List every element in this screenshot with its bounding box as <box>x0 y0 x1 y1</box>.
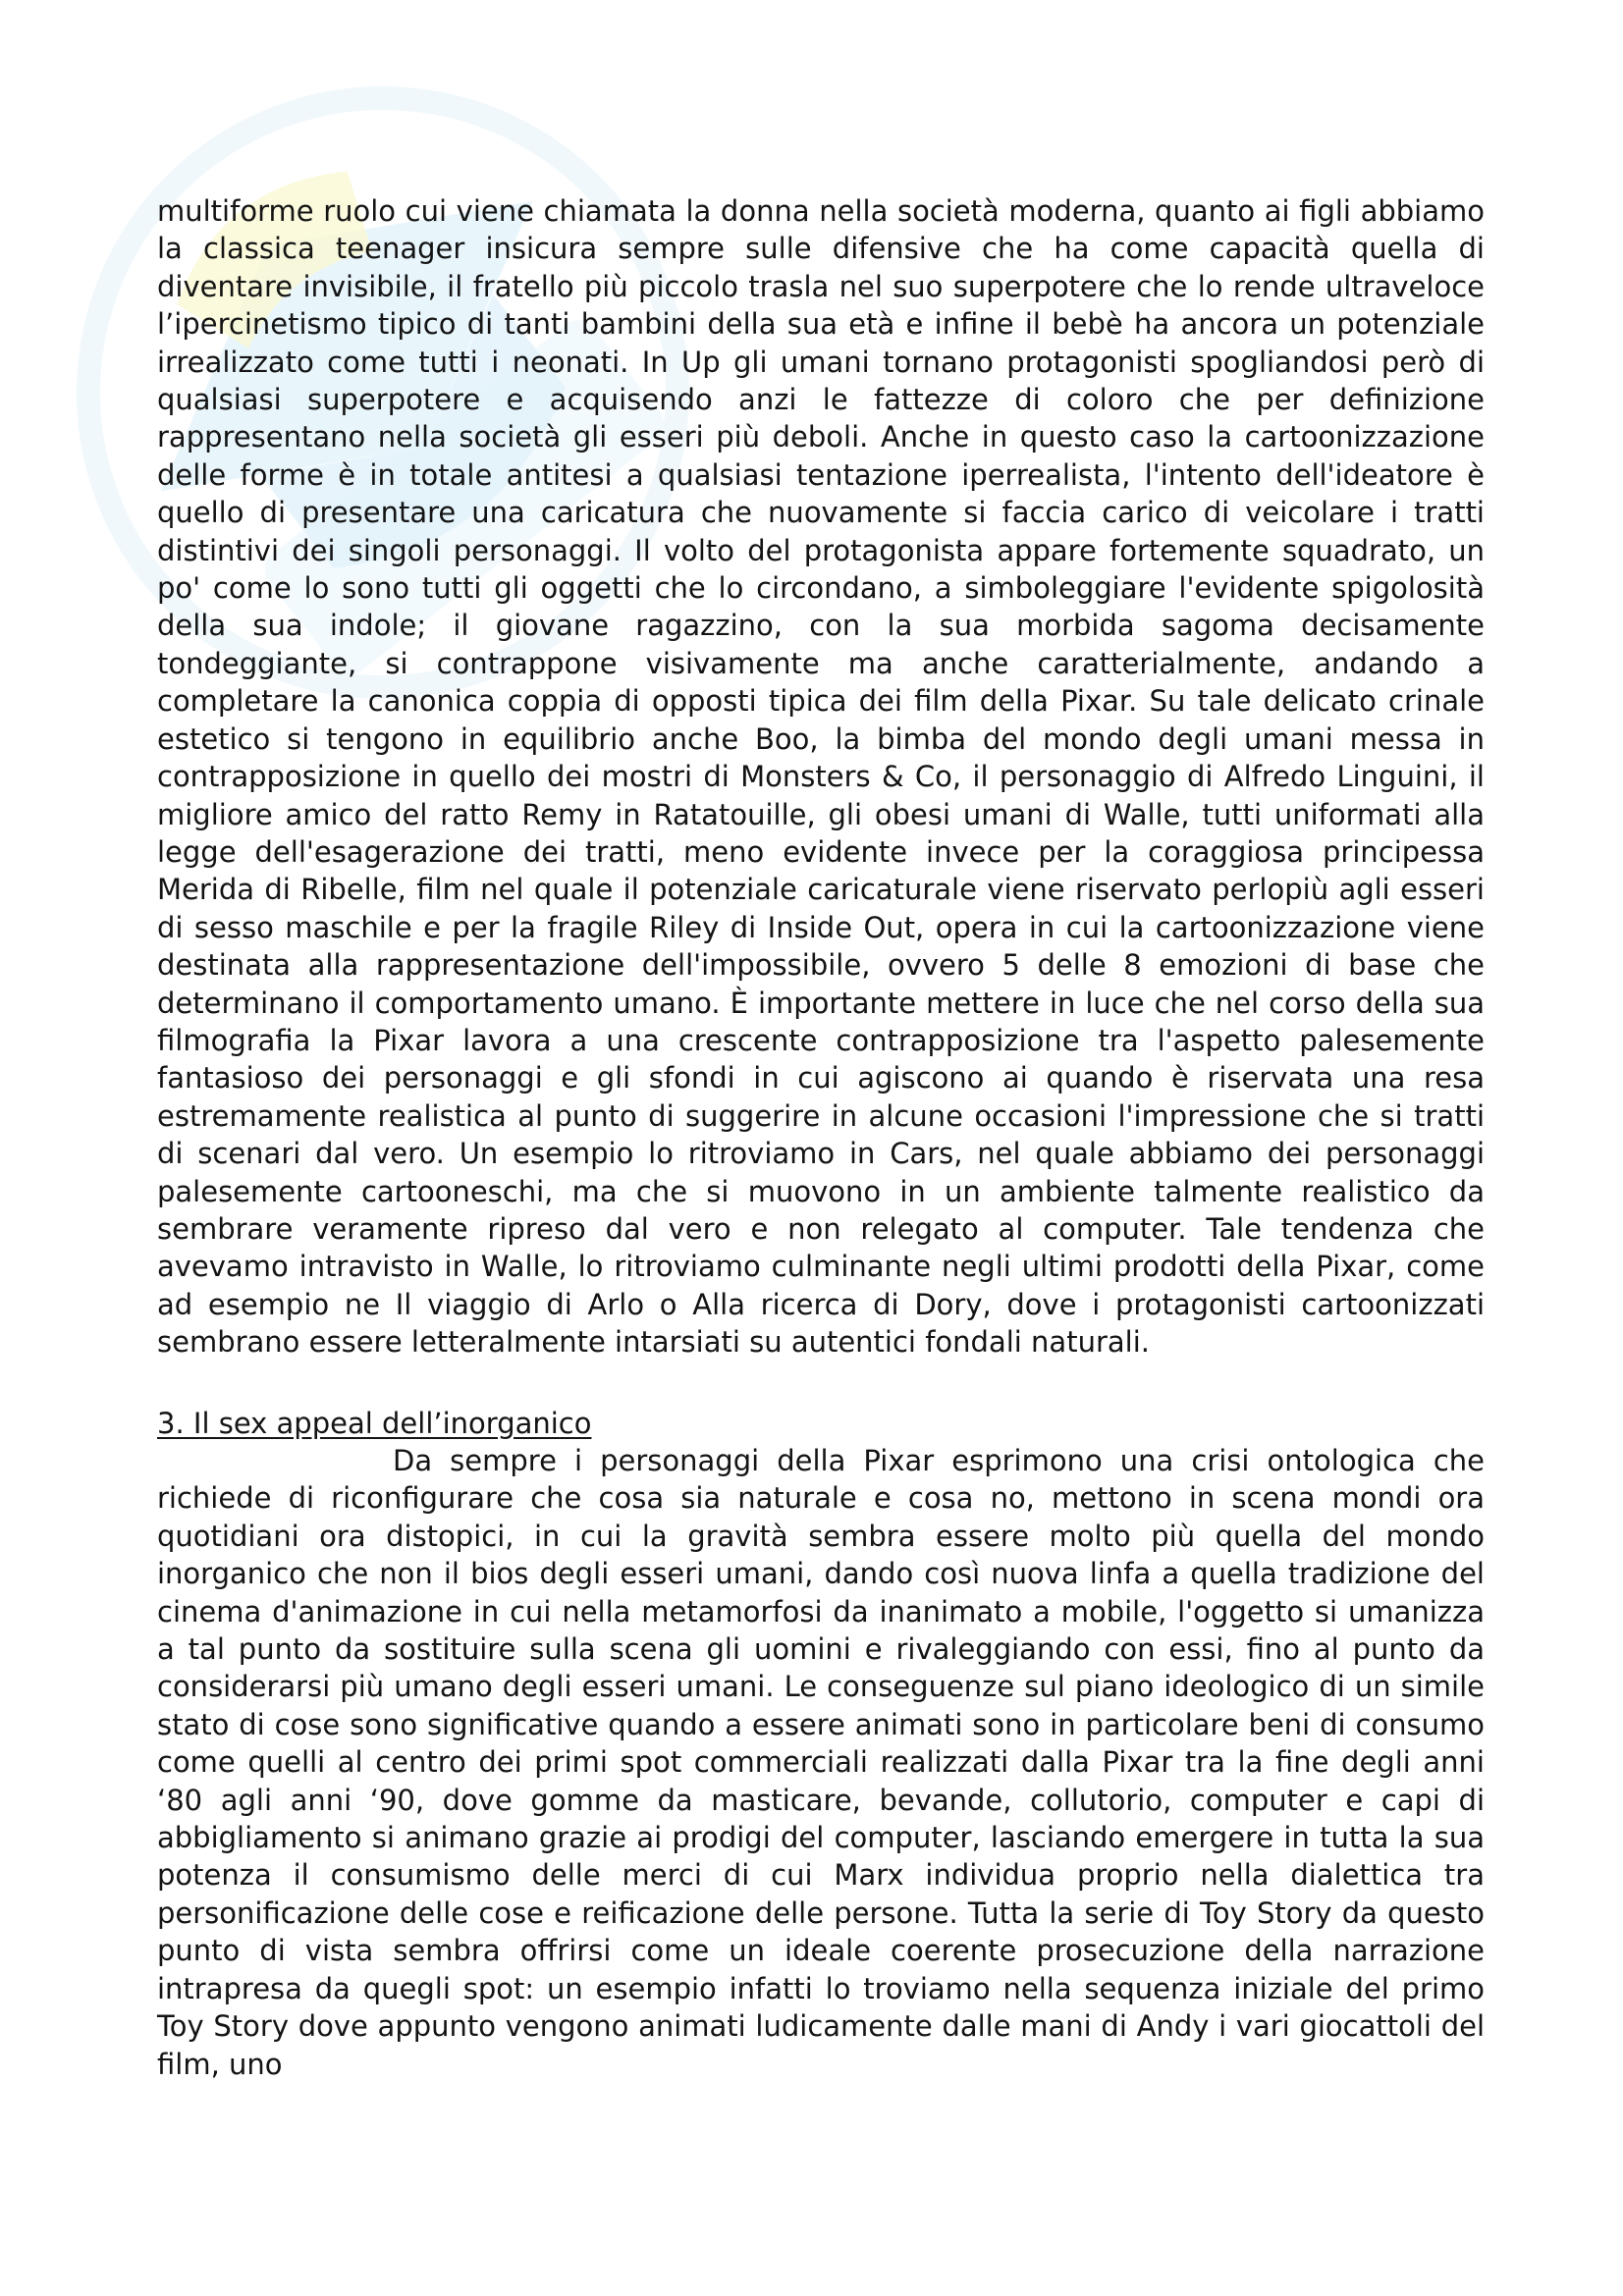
body-paragraph-1: multiforme ruolo cui viene chiamata la donna nella società moderna, quanto ai figli abbiamo la classica teenager insicura sempre sulle difensive che ha come capacità quella di diventare invisibile, il fratello più piccolo trasla nel suo superpotere che lo rende ultraveloce l’ipercinetismo tipico di tanti bambini della sua età e infine il bebè ha ancora un potenziale irrealizzato come tutti i neonati. In Up gli umani tornano protagonisti spogliandosi però di qualsiasi superpotere e acquisendo anzi le fattezze di coloro che per definizione rappresentano nella società gli esseri più deboli. Anche in questo caso la cartoonizzazione delle forme è in totale antitesi a qualsiasi tentazione iperrealista, l'intento dell'ideatore è quello di presentare una caricatura che nuovamente si faccia carico di veicolare i tratti distintivi dei singoli personaggi. Il volto del protagonista appare fortemente squadrato, un po' come lo sono tutti gli oggetti che lo circondano, a simboleggiare l'evidente spigolosità della sua indole; il giovane ragazzino, con la sua morbida sagoma decisamente tondeggiante, si contrappone visivamente ma anche caratterialmente, andando a completare la canonica coppia di opposti tipica dei film della Pixar. Su tale delicato crinale estetico si tengono in equilibrio anche Boo, la bimba del mondo degli umani messa in contrapposizione in quello dei mostri di Monsters & Co, il personaggio di Alfredo Linguini, il migliore amico del ratto Remy in Ratatouille, gli obesi umani di Walle, tutti uniformati alla legge dell'esagerazione dei tratti, meno evidente invece per la coraggiosa principessa Merida di Ribelle, film nel quale il potenziale caricaturale viene riservato perlopiù agli esseri di sesso maschile e per la fragile Riley di Inside Out, opera in cui la cartoonizzazione viene destinata alla rappresentazione dell'impossibile, ovvero 5 delle 8 emozioni di base che determinano il comportamento umano. È importante mettere in luce che nel corso della sua filmografia la Pixar lavora a una crescente contrapposizione tra l'aspetto palesemente fantasioso dei personaggi e gli sfondi in cui agiscono ai quando è riservata una resa estremamente realistica al punto di suggerire in alcune occasioni l'impressione che si tratti di scenari dal vero. Un esempio lo ritroviamo in Cars, nel quale abbiamo dei personaggi palesemente cartooneschi, ma che si muovono in un ambiente talmente realistico da sembrare veramente ripreso dal vero e non relegato al computer. Tale tendenza che avevamo intravisto in Walle, lo ritroviamo culminante negli ultimi prodotti della Pixar, come ad esempio ne Il viaggio di Arlo o Alla ricerca di Dory, dove i protagonisti cartoonizzati sembrano essere letteralmente intarsiati su autentici fondali naturali. <box>157 194 1485 1360</box>
section-heading: 3. Il sex appeal dell’inorganico <box>157 1406 592 1440</box>
document-body <box>157 192 1485 2083</box>
body-paragraph-2: Da sempre i personaggi della Pixar esprimono una crisi ontologica che richiede di riconfigurare che cosa sia naturale e cosa no, mettono in scena mondi ora quotidiani ora distopici, in cui la gravità sembra essere molto più quella del mondo inorganico che non il bios degli esseri umani, dando così nuova linfa a quella tradizione del cinema d'animazione in cui nella metamorfosi da inanimato a mobile, l'oggetto si umanizza a tal punto da sostituire sulla scena gli uomini e rivaleggiando con essi, fino al punto da considerarsi più umano degli esseri umani. Le conseguenze sul piano ideologico di un simile stato di cose sono significative quando a essere animati sono in particolare beni di consumo come quelli al centro dei primi spot commerciali realizzati dalla Pixar tra la fine degli anni ‘80 agli anni ‘90, dove gomme da masticare, bevande, collutorio, computer e capi di abbigliamento si animano grazie ai prodigi del computer, lasciando emergere in tutta la sua potenza il consumismo delle merci di cui Marx individua proprio nella dialettica tra personificazione delle cose e reificazione delle persone. Tutta la serie di Toy Story da questo punto di vista sembra offrirsi come un ideale coerente prosecuzione della narrazione intrapresa da quegli spot: un esempio infatti lo troviamo nella sequenza iniziale del primo Toy Story dove appunto vengono animati ludicamente dalle mani di Andy i vari giocattoli del film, uno <box>157 1444 1485 2081</box>
